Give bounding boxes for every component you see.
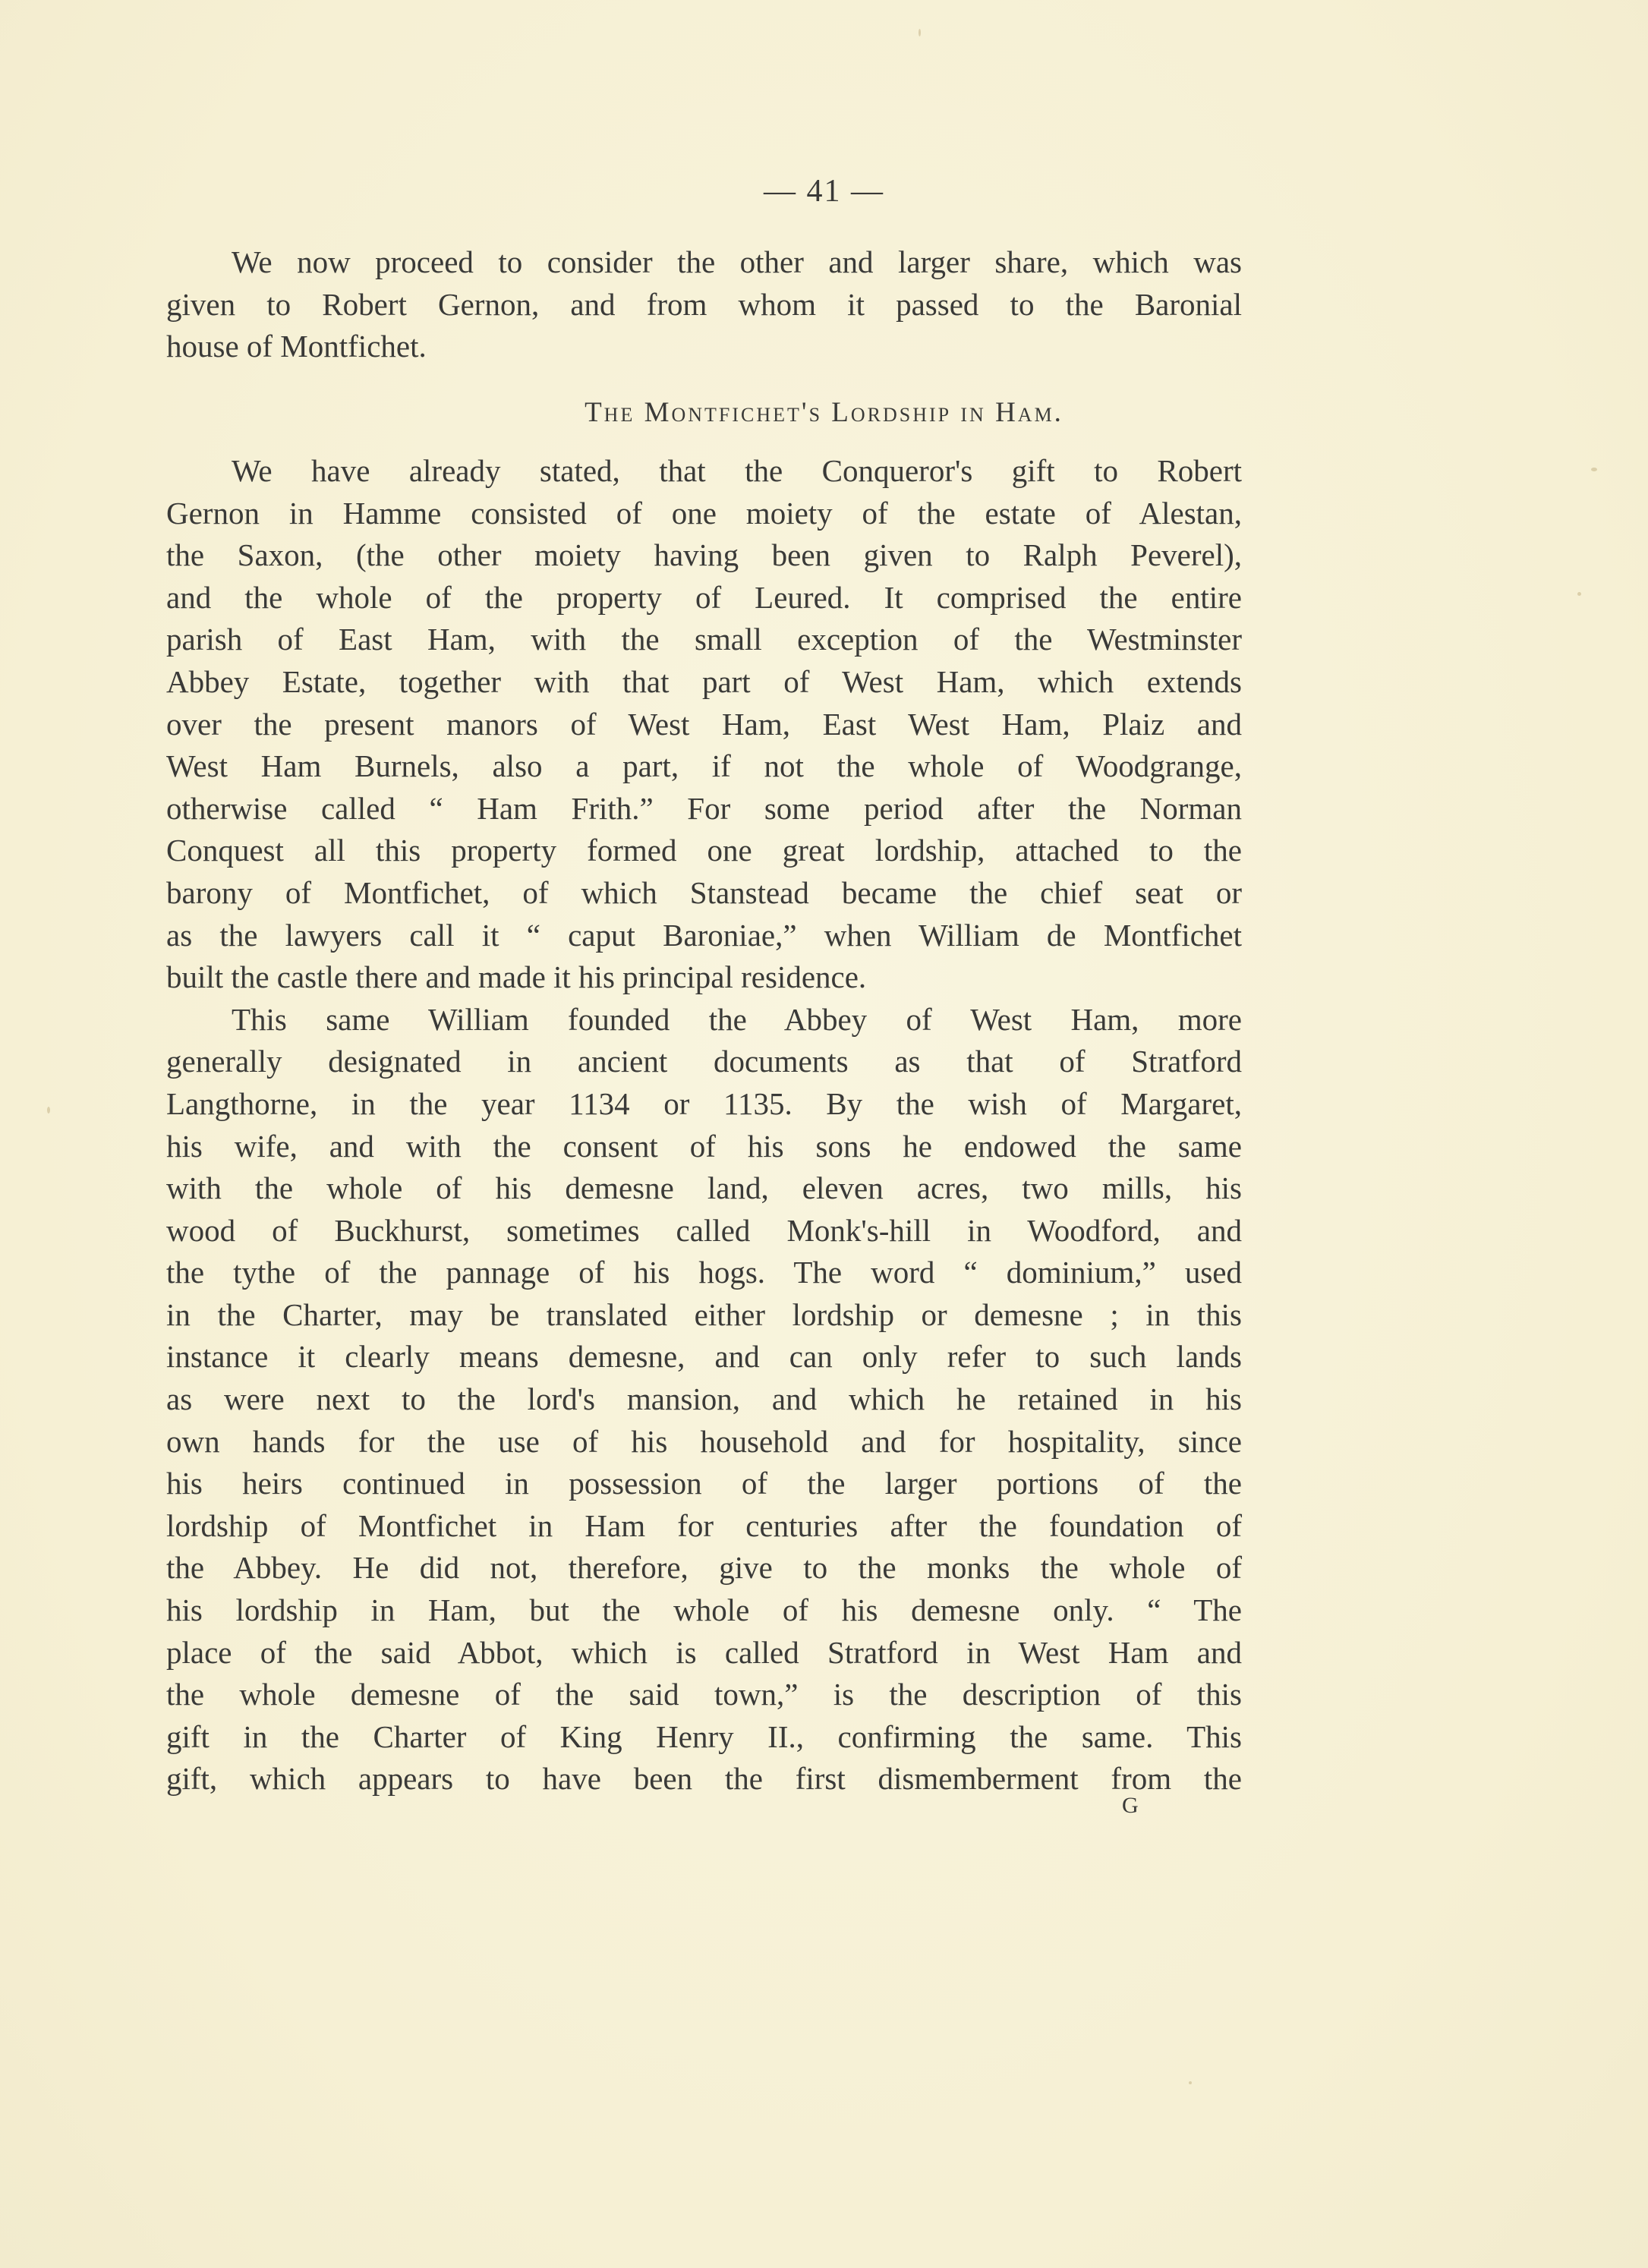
text-line: in the Charter, may be translated either lordship or demesne ; in this <box>166 1296 1242 1332</box>
page-number: — 41 — <box>764 174 884 209</box>
text-line: parish of East Ham, with the small exception of the Westminster <box>166 622 1242 657</box>
text-line: the Abbey. He did not, therefore, give to the monks the whole of <box>166 1550 1242 1586</box>
section-heading: The Montfichet's Lordship in Ham. <box>585 397 1063 428</box>
text-line: This same William founded the Abbey of West Ham, more <box>232 1001 1242 1037</box>
text-line: gift, which appears to have been the first dismemberment from the <box>166 1761 1242 1797</box>
body-paragraphs <box>166 450 1242 1800</box>
text-line: as the lawyers call it “ caput Baroniae,” when William de Montfichet <box>166 917 1242 953</box>
text-line: barony of Montfichet, of which Stanstead became the chief seat or <box>166 874 1242 910</box>
text-line: and the whole of the property of Leured. It comprised the entire <box>166 579 1242 615</box>
text-line: house of Montfichet. <box>166 329 427 364</box>
text-line: his heirs continued in possession of the larger portions of the <box>166 1466 1242 1501</box>
text-line: own hands for the use of his household and for hospitality, since <box>166 1423 1242 1459</box>
text-line: We have already stated, that the Conqueror's gift to Robert <box>232 453 1242 488</box>
text-line: wood of Buckhurst, sometimes called Monk's-hill in Woodford, and <box>166 1212 1242 1248</box>
text-line: over the present manors of West Ham, East West Ham, Plaiz and <box>166 706 1242 742</box>
text-line: generally designated in ancient documents as that of Stratford <box>166 1044 1242 1079</box>
text-line: Conquest all this property formed one great lordship, attached to the <box>166 833 1242 868</box>
text-line: otherwise called “ Ham Frith.” For some period after the Norman <box>166 790 1242 826</box>
paper-speck <box>47 1107 50 1114</box>
text-line: with the whole of his demesne land, eleven acres, two mills, his <box>166 1170 1242 1206</box>
text-line: the Saxon, (the other moiety having been given to Ralph Peverel), <box>166 537 1242 573</box>
text-line: built the castle there and made it his principal residence. <box>166 959 867 995</box>
text-line: as were next to the lord's mansion, and which he retained in his <box>166 1381 1242 1417</box>
text-line: the tythe of the pannage of his hogs. The word “ dominium,” used <box>166 1255 1242 1290</box>
text-line: Langthorne, in the year 1134 or 1135. By the wish of Margaret, <box>166 1085 1242 1121</box>
text-line: West Ham Burnels, also a part, if not the whole of Woodgrange, <box>166 748 1242 784</box>
paper-speck <box>1189 2081 1192 2084</box>
signature-mark: G <box>1122 1793 1140 1818</box>
text-line: instance it clearly means demesne, and can only refer to such lands <box>166 1339 1242 1375</box>
text-line: Gernon in Hamme consisted of one moiety of the estate of Alestan, <box>166 495 1242 531</box>
text-line: We now proceed to consider the other and larger share, which was <box>232 244 1242 279</box>
text-line: given to Robert Gernon, and from whom it passed to the Baronial <box>166 286 1242 322</box>
text-line: place of the said Abbot, which is called Stratford in West Ham and <box>166 1634 1242 1670</box>
text-line: the whole demesne of the said town,” is the description of this <box>166 1677 1242 1712</box>
paper-speck <box>1591 468 1597 471</box>
paper-speck <box>919 29 921 36</box>
text-line: lordship of Montfichet in Ham for centuries after the foundation of <box>166 1507 1242 1543</box>
text-line: his lordship in Ham, but the whole of his demesne only. “ The <box>166 1592 1242 1628</box>
text-line: his wife, and with the consent of his sons he endowed the same <box>166 1128 1242 1164</box>
paper-speck <box>1577 592 1581 596</box>
text-line: Abbey Estate, together with that part of West Ham, which extends <box>166 663 1242 699</box>
text-line: gift in the Charter of King Henry II., confirming the same. This <box>166 1718 1242 1754</box>
intro-paragraph <box>166 241 1242 368</box>
